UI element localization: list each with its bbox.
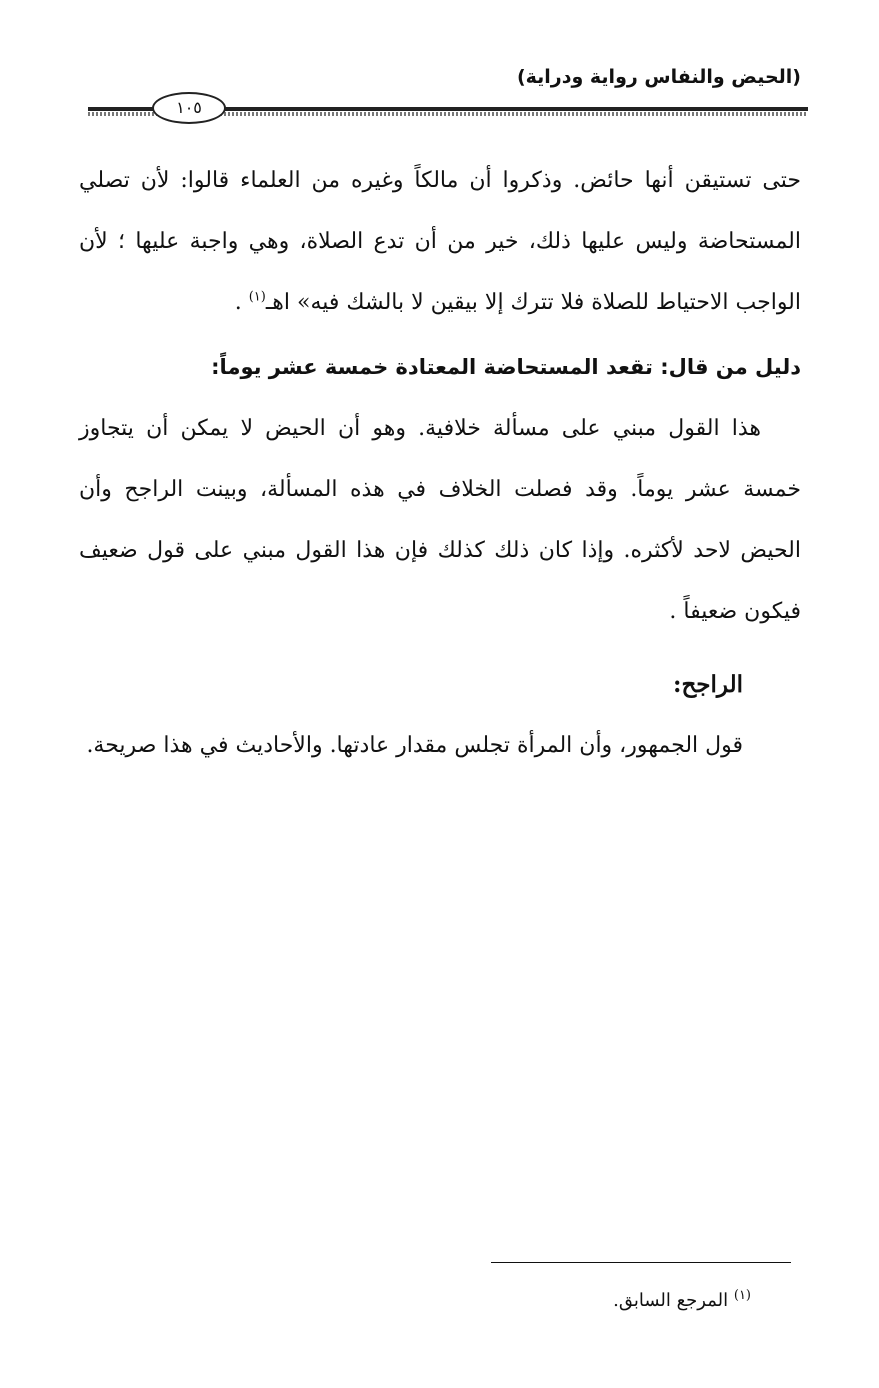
- section-heading: دليل من قال: تقعد المستحاضة المعتادة خمسة عشر يوماً:: [211, 355, 801, 379]
- page-number: ١٠٥: [152, 92, 226, 124]
- paragraph-continuation: [79, 150, 801, 333]
- footnote-separator: [491, 1262, 791, 1263]
- footnote-text: المرجع السابق.: [613, 1290, 729, 1311]
- page-body: [79, 150, 801, 776]
- paragraph-1-end: .: [234, 290, 249, 315]
- footnote-marker: (١): [733, 1288, 751, 1303]
- footnote-ref[interactable]: (١): [248, 289, 266, 305]
- subheading-preferred-view: الراجح:: [672, 671, 743, 698]
- footnote: [613, 1290, 751, 1311]
- paragraph-2: هذا القول مبني على مسألة خلافية. وهو أن الحيض لا يمكن أن يتجاوز خمسة عشر يوماً. وقد فصلت الخلاف في هذه المسألة، وبينت الراجح وأن الحيض لاحد لأكثره. وإذا كان ذلك كذلك فإن هذا القول مبني على قول ضعيف فيكون ضعيفاً .: [79, 416, 801, 624]
- paragraph-3: قول الجمهور، وأن المرأة تجلس مقدار عادتها. والأحاديث في هذا صريحة.: [86, 733, 743, 758]
- paragraph-1-text: حتى تستيقن أنها حائض. وذكروا أن مالكاً وغيره من العلماء قالوا: لأن تصلي المستحاضة وليس عليها ذلك، خير من أن تدع الصلاة، وهي واجبة عليها ؛ لأن الواجب الاحتياط للصلاة فلا تترك إلا بيقين لا بالشك فيه» اهـ: [79, 168, 801, 315]
- running-title: (الحيض والنفاس رواية ودراية): [516, 66, 801, 88]
